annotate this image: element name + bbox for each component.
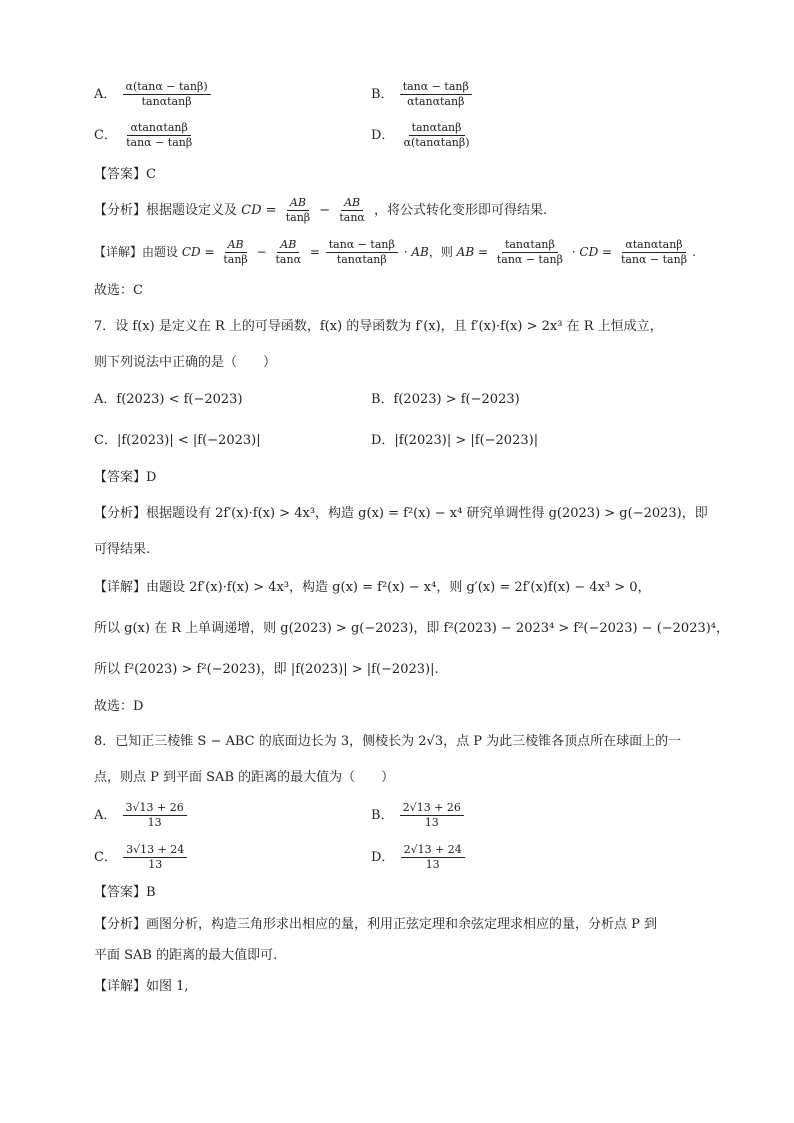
q8-stem-line1: 8．已知正三棱锥 S − ABC 的底面边长为 3，侧棱长为 2√3，点 P 为此三棱锥各顶点所在球面上的一 [94, 734, 682, 749]
q7-analysis-line1: 【分析】根据题设有 2f′(x)·f(x) > 4x³，构造 g(x) = f²(x) − x⁴ 研究单调性得 g(2023) > g(−2023)，即 [94, 506, 708, 521]
q8-option-d: D． $\frac{2√13 + 24}{13}$ [371, 843, 467, 872]
q7-option-c: C．|f(2023)| < |f(−2023)| [94, 433, 261, 448]
q8-analysis-line1: 【分析】画图分析，构造三角形求出相应的量，利用正弦定理和余弦定理求相应的量，分析点 P 到 [94, 917, 658, 932]
q8-detail: 【详解】如图 1, [94, 979, 189, 994]
q7-option-d: D．|f(2023)| > |f(−2023)| [371, 433, 539, 448]
q7-detail-line1: 【详解】由题设 2f′(x)·f(x) > 4x³，构造 g(x) = f²(x) − x⁴，则 g′(x) = 2f′(x)f(x) − 4x³ > 0， [94, 580, 651, 595]
q6-answer: 【答案】C [94, 167, 156, 182]
q7-option-b: B．f(2023) > f(−2023) [371, 392, 520, 407]
q6-analysis: 【分析】根据题设定义及 CD = $\frac{AB}{\tan\beta}$ − $\frac{AB}{\tan\alpha}$ ，将公式转化变形即可得结果. [94, 196, 548, 224]
q7-conclusion: 故选：D [94, 699, 144, 714]
q6-option-d: D． $\frac{\tan\alpha\tan\beta}{\alpha(\tan\alpha\tan\beta)}$ [371, 121, 470, 149]
q8-analysis-line2: 平面 SAB 的距离的最大值即可. [94, 948, 278, 963]
q7-option-a: A．f(2023) < f(−2023) [94, 392, 243, 407]
q7-analysis-line2: 可得结果. [94, 542, 151, 557]
q6-detail: 【详解】由题设 CD = $\frac{AB}{\tan\beta}$ − $\frac{AB}{\tan\alpha}$ = $\frac{\tan\alpha - \tan\beta}{\tan\alpha\tan\beta}$ · AB，则 AB = $\frac{\tan\alpha\tan\beta}{\tan\alpha - \tan\beta}$ · CD = $\frac{\alpha\tan\alpha\tan\beta}{\tan\alpha - \tan\beta}$ . [94, 238, 696, 266]
q6-conclusion: 故选：C [94, 283, 143, 298]
q6-option-b: B． $\frac{\tan\alpha - \tan\beta}{\alpha\tan\alpha\tan\beta}$ [371, 80, 474, 109]
q6-option-a: A． $\frac{\alpha(\tan\alpha - \tan\beta)}{\tan\alpha\tan\beta}$ [94, 80, 213, 109]
q7-detail-line3: 所以 f²(2023) > f²(−2023)，即 |f(2023)| > |f(−2023)|. [94, 662, 439, 677]
q8-option-a: A． $\frac{3√13 + 26}{13}$ [94, 801, 189, 830]
q8-answer: 【答案】B [94, 885, 156, 900]
q8-option-b: B． $\frac{2√13 + 26}{13}$ [371, 801, 466, 830]
q6-option-c: C． $\frac{\alpha\tan\alpha\tan\beta}{\tan\alpha - \tan\beta}$ [94, 121, 193, 149]
q7-stem-line2: 则下列说法中正确的是（ ） [94, 355, 277, 370]
q8-option-c: C． $\frac{3√13 + 24}{13}$ [94, 843, 189, 872]
q7-answer: 【答案】D [94, 470, 157, 485]
q7-detail-line2: 所以 g(x) 在 R 上单调递增，则 g(2023) > g(−2023)，即 f²(2023) − 2023⁴ > f²(−2023) − (−2023)⁴， [94, 621, 730, 636]
q8-stem-line2: 点，则点 P 到平面 SAB 的距离的最大值为（ ） [94, 770, 395, 785]
q7-stem-line1: 7．设 f(x) 是定义在 R 上的可导函数，f(x) 的导函数为 f′(x)，且 f′(x)·f(x) > 2x³ 在 R 上恒成立， [94, 319, 663, 334]
